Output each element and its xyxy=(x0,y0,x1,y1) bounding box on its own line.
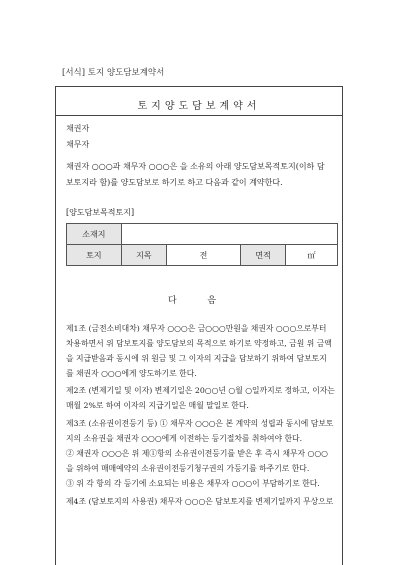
article-line: 을 위하여 매매예약의 소유권이전등기청구권의 가등기를 하주기로 한다. xyxy=(66,464,310,473)
article-2 xyxy=(66,383,334,413)
article-4 xyxy=(66,494,334,509)
article-line: ② 채권자 ○○○은 위 제①항의 소유권이전등기를 받은 후 즉시 채무자 ○○○ xyxy=(66,449,328,458)
form-label: [서식] 토지 양도담보계약서 xyxy=(62,68,165,78)
article-line: 지의 소유권을 채권자 ○○○에게 이전하는 등기절차를 취하여야 한다. xyxy=(66,434,303,443)
debtor-label: 채무자 xyxy=(66,140,90,149)
location-value xyxy=(121,224,337,245)
land-label: 토지 xyxy=(67,245,122,266)
article-line: 매월 2%로 하여 이자의 지급기일은 매월 말일로 한다. xyxy=(66,401,249,410)
article-1 xyxy=(66,321,334,381)
article-line: 를 채권자 ○○○에게 양도하기로 한다. xyxy=(66,369,197,378)
contract-title: 토지양도담보계약서 xyxy=(137,101,261,112)
article-line: 제2조 (변제기일 및 이자) 변제기일은 20○○년 ○월 ○일까지로 정하고, 이자는 xyxy=(66,386,335,395)
category-value: 전 xyxy=(166,245,240,266)
land-section-title: [양도담보목적토지] xyxy=(66,208,135,217)
title-divider xyxy=(56,115,342,116)
creditor-label: 채권자 xyxy=(66,124,90,133)
terms-heading: 다 음 xyxy=(167,296,231,306)
area-unit: ㎡ xyxy=(286,245,338,266)
intro-paragraph: 채권자 ○○○과 채무자 ○○○은 을 소유의 아래 양도담보목적토지(이하 담보토지라 함)를 양도담보로 하기로 하고 다음과 같이 계약한다. xyxy=(66,162,325,187)
location-label: 소재지 xyxy=(67,224,122,245)
category-label: 지목 xyxy=(121,245,166,266)
article-3 xyxy=(66,416,334,491)
article-line: 을 지급받음과 동시에 위 원금 및 그 이자의 지급을 담보하기 위하여 담보토지 xyxy=(66,354,327,363)
article-line: 제1조 (금전소비대차) 채무자 ○○○은 금○○○만원을 채권자 ○○○으로부터 xyxy=(66,324,327,333)
article-line: 차용하면서 위 담보토지를 양도담보의 목적으로 하기로 약정하고, 금원 위 금액 xyxy=(66,339,332,348)
article-line: 제4조 (담보토지의 사용권) 채무자 ○○○은 담보토지를 변제기일까지 무상으로 xyxy=(66,497,334,506)
article-line: ③ 위 각 항의 각 등기에 소요되는 비용은 채무자 ○○○이 부담하기로 한다. xyxy=(66,479,320,488)
area-label: 면적 xyxy=(241,245,286,266)
land-table xyxy=(66,223,338,266)
article-line: 제3조 (소유권이전등기 등) ① 채무자 ○○○은 본 계약의 성립과 동시에 담보토 xyxy=(66,419,334,428)
contract-frame xyxy=(55,86,343,565)
